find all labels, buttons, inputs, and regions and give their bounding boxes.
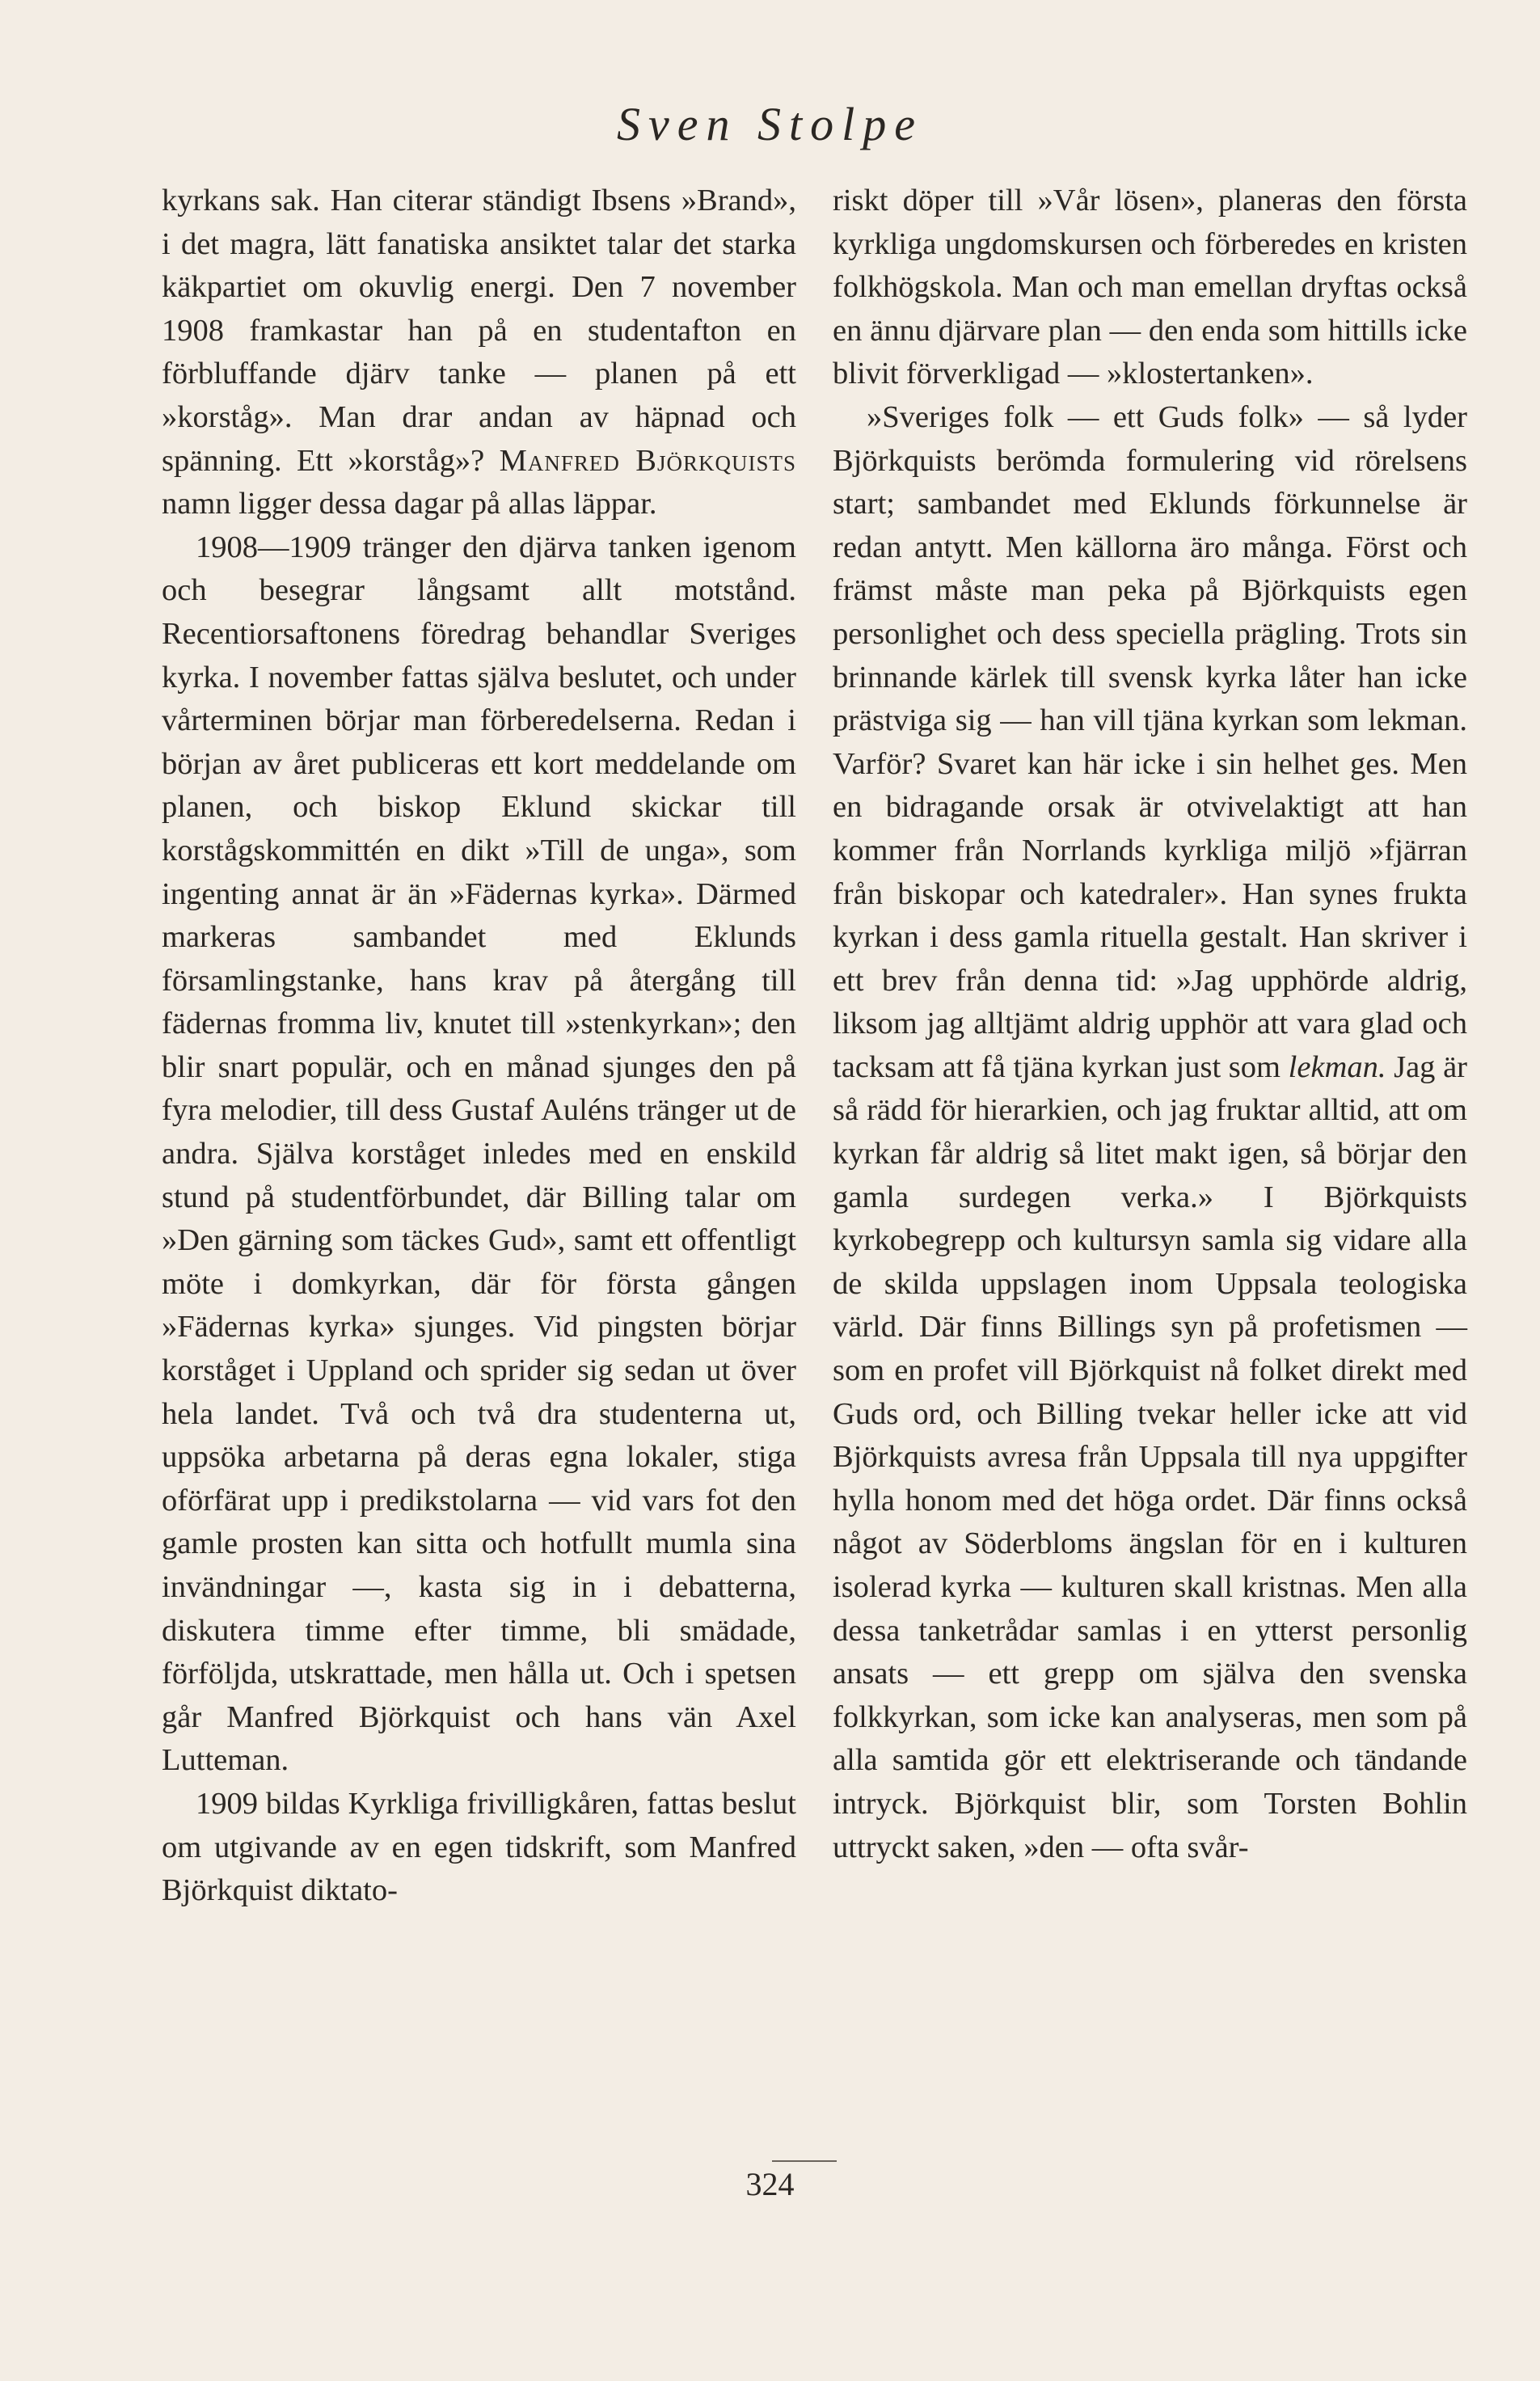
page-number-rule bbox=[772, 2160, 837, 2162]
left-paragraph-1-end: namn ligger dessa dagar på allas läppar. bbox=[162, 487, 657, 521]
right-paragraph-2-continued: Jag är så rädd för hierarkien, och jag fruktar alltid, att om kyrkan får aldrig så litet makt igen, så börjar den gamla surdegen verka.» I Björkquists kyrkobegrepp och kultursyn samla sig vidare alla de skilda uppslagen inom Uppsala teologiska värld. Där finns Billings syn på profetismen — som en profet vill Björkquist nå folket direkt med Guds ord, och Billing tvekar heller icke att vid Björkquists avresa från Uppsala till nya uppgifter hylla honom med det höga ordet. Där finns också något av Söderbloms ängslan för en i kulturen isolerad kyrka — kulturen skall kristnas. Men alla dessa tanketrådar samlas i en ytterst personlig ansats — ett grepp om själva den svenska folkkyrkan, som icke kan analyseras, men som på alla samtida gör ett elektriserande och tändande intryck. Björkquist blir, som Torsten Bohlin uttryckt saken, »den — ofta svår- bbox=[833, 1049, 1467, 1864]
right-column bbox=[833, 179, 1467, 1869]
left-paragraph-2: 1908—1909 tränger den djärva tanken igenom och besegrar långsamt allt motstånd. Recentiorsaftonens föredrag behandlar Sveriges kyrka. I november fattas själva beslutet, och under vårterminen börjar man förberedelserna. Redan i början av året publiceras ett kort meddelande om planen, och biskop Eklund skickar till korstågskommittén en dikt »Till de unga», som ingenting annat är än »Fädernas kyrka». Därmed markeras sambandet med Eklunds församlingstanke, hans krav på återgång till fädernas fromma liv, knutet till »stenkyrkan»; den blir snart populär, och en månad sjunges den på fyra melodier, till dess Gustaf Auléns tränger ut de andra. Själva korståget inledes med en enskild stund på studentförbundet, där Billing talar om »Den gärning som täckes Gud», samt ett offentligt möte i domkyrkan, där för första gången »Fädernas kyrka» sjunges. Vid pingsten börjar korståget i Uppland och sprider sig sedan ut över hela landet. Två och två dra studenterna ut, uppsöka arbetarna på deras egna lokaler, stiga oförfärat upp i predikstolarna — vid vars fot den gamle prosten kan sitta och hotfullt mumla sina invändningar —, kasta sig in i debatterna, diskutera timme efter timme, bli smädade, förföljda, utskrattade, men hålla ut. Och i spetsen går Manfred Björkquist och hans vän Axel Lutteman. bbox=[162, 530, 796, 1778]
right-paragraph-1: riskt döper till »Vår lösen», planeras den första kyrkliga ungdomskursen och förberedes en kristen folkhögskola. Man och man emellan dryftas också en ännu djärvare plan — den enda som hittills icke blivit förverkligad — »klostertanken». bbox=[833, 184, 1467, 391]
page-number: 324 bbox=[745, 2166, 795, 2202]
right-paragraph-2 bbox=[833, 396, 1467, 1869]
right-paragraph-2-text: »Sveriges folk — ett Guds folk» — så lyder Björkquists berömda formulering vid rörelsens start; sambandet med Eklunds förkunnelse är redan antytt. Men källorna äro många. Först och främst måste man peka på Björkquists egen personlighet och dess speciella prägling. Trots sin brinnande kärlek till svensk kyrka låter han icke prästviga sig — han vill tjäna kyrkan som lekman. Varför? Svaret kan här icke i sin helhet ges. Men en bidragande orsak är otvivelaktigt att han kommer från Norrlands kyrkliga miljö »fjärran från biskopar och katedraler». Han synes frukta kyrkan i dess gamla rituella gestalt. Han skriver i ett brev från denna tid: »Jag upphörde aldrig, liksom jag alltjämt aldrig upphör att vara glad och tacksam att få tjäna kyrkan just som bbox=[833, 399, 1467, 1084]
left-paragraph-3: 1909 bildas Kyrkliga frivilligkåren, fattas beslut om utgivande av en egen tidskrift, som Manfred Björkquist diktato- bbox=[162, 1786, 796, 1908]
italic-word: lekman. bbox=[1288, 1049, 1386, 1084]
left-column bbox=[162, 179, 796, 1913]
running-head: Sven Stolpe bbox=[617, 98, 923, 150]
left-paragraph-1 bbox=[162, 179, 796, 526]
author-name-smallcaps: Manfred Björkquists bbox=[499, 443, 796, 478]
left-paragraph-1-text: kyrkans sak. Han citerar ständigt Ibsens »Brand», i det magra, lätt fanatiska ansiktet talar det starka käkpartiet om okuvlig energi. Den 7 november 1908 framkastar han på en studentafton en förbluffande djärv tanke — planen på ett »korståg». Man drar andan av häpnad och spänning. Ett »korståg»? bbox=[162, 184, 796, 478]
